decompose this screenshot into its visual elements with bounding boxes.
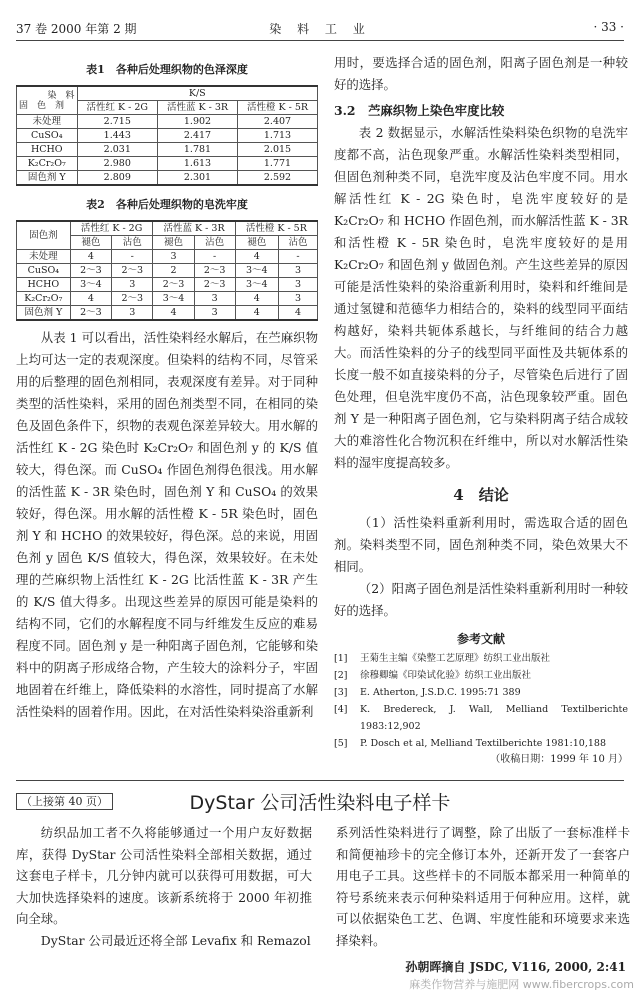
cell: 2.301	[158, 171, 238, 186]
table1-col-header: 活性蓝 K - 3R	[158, 101, 238, 115]
row-label: CuSO₄	[17, 129, 78, 143]
reference-item	[334, 701, 628, 735]
subcol-fade: 褪色	[70, 236, 111, 250]
subcol-fade: 褪色	[235, 236, 278, 250]
cell: 2.031	[77, 143, 157, 157]
table2-row-header: 固色剂	[17, 221, 71, 250]
cell: 2.015	[237, 143, 317, 157]
subcol-fade: 褪色	[153, 236, 194, 250]
cell: 2～3	[112, 264, 153, 278]
reference-item	[334, 735, 628, 752]
cell: 4	[235, 306, 278, 321]
cell: 4	[278, 306, 317, 321]
cell: 2.809	[77, 171, 157, 186]
cell: -	[194, 250, 235, 264]
bottom-paragraph: 系列活性染料进行了调整，除了出版了一套标准样卡和简便袖珍卡的完全修订本外，还新开发了一套客户用电子工具。这些样卡的不同版本都采用一种简单的符号系统来表示何种染料适用于何种应用。这样，就可以依据染色工艺、色调、牢度性能和环境要求来选择染料。	[336, 825, 630, 948]
bottom-left-column	[16, 822, 312, 951]
reference-item	[334, 667, 628, 684]
cell: 1.771	[237, 157, 317, 171]
row-label: 未处理	[17, 115, 78, 129]
table2-col-header: 活性橙 K - 5R	[235, 221, 317, 236]
ref-number: [2]	[334, 670, 348, 681]
cell: 3	[153, 250, 194, 264]
received-date: （收稿日期：1999 年 10 月）	[490, 754, 628, 765]
row-label: CuSO₄	[17, 264, 71, 278]
ref-number: [3]	[334, 687, 348, 698]
table-row	[17, 264, 318, 278]
issue-label: 37 卷 2000 年第 2 期	[16, 22, 137, 36]
table1-col-header: 活性红 K - 2G	[77, 101, 157, 115]
ref-text: 徐穆卿编《印染试化验》纺织工业出版社	[360, 670, 532, 681]
cell: 2.417	[158, 129, 238, 143]
bottom-paragraph: DyStar 公司最近还将全部 Levafix 和 Remazol	[40, 932, 311, 948]
page-header	[16, 18, 624, 41]
site-watermark: 麻类作物营养与施肥网 www.fibercrops.com	[409, 978, 634, 991]
ref-number: [5]	[334, 738, 348, 749]
table1-caption: 表1 各种后处理织物的色泽深度	[86, 63, 248, 76]
table1-corner	[17, 86, 78, 115]
row-label: HCHO	[17, 143, 78, 157]
cell: 1.713	[237, 129, 317, 143]
cell: 3～4	[235, 278, 278, 292]
subcol-stain: 沾色	[112, 236, 153, 250]
row-label: K₂Cr₂O₇	[17, 157, 78, 171]
cell: 2.592	[237, 171, 317, 186]
table2-caption: 表2 各种后处理织物的皂洗牢度	[86, 198, 248, 211]
table-row	[17, 157, 318, 171]
conclusion-item: （1）活性染料重新利用时，需选取合适的固色剂。染料类型不同，固色剂种类不同，染色效果大不相同。	[334, 515, 628, 574]
ref-number: [4]	[334, 704, 348, 715]
cell: 3～4	[153, 292, 194, 306]
table-row	[17, 278, 318, 292]
continued-from-label: （上接第 40 页）	[16, 793, 113, 810]
cell: 3～4	[235, 264, 278, 278]
cell: 3～4	[70, 278, 111, 292]
cell: -	[278, 250, 317, 264]
left-body-paragraph: 从表 1 可以看出，活性染料经水解后，在苎麻织物上均可达一定的表观深度。但染料的结构不同，尽管采用的后整理的固色剂相同，表观深度有差异。对于同种类型的活性染料，采用的固色剂类型不同，在相同的染色及固色条件下，织物的表观色深差异较大。用水解的活性红 K - 2G 染色时 K₂Cr₂O₇ 和固色剂 y 的 K/S 值较大，得色深。而 CuSO₄ 作固色剂得色很浅。用水解的活性蓝 K - 3R 染色时，固色剂 Y 和 CuSO₄ 的效果较好，得色深。用水解的活性橙 K - 5R 染色时，固色剂 Y 和 HCHO 的效果较好，得色深。总的来说，用固色剂 y 固色 K/S 值较大，得色深，效果较好。在未处理的苎麻织物上活性红 K - 2G 比活性蓝 K - 3R 产生的 K/S 值大得多。出现这些差异的原因可能是染料的结构不同，它们的水解程度不同与纤维发生反应的难易程度不同。固色剂 y 是一种阳离子固色剂，它能够和染料中的阴离子形成络合物，产生较大的涂料分子，牢固地固着在纤维上，降低染料的水溶性，同时提高了水解活性染料的固着作用。因此，在对活性染料染浴重新利	[16, 330, 318, 719]
source-credit: 孙朝晖摘自 JSDC, V116, 2000, 2:41	[405, 960, 626, 974]
cell: 1.443	[77, 129, 157, 143]
cell: 3	[278, 278, 317, 292]
right-body-paragraph: 表 2 数据显示，水解活性染料染色织物的皂洗牢度都不高，沾色现象严重。水解活性染料类型相同，但固色剂种类不同，皂洗牢度及沾色牢度不同。用水解活性红 K - 2G 染色时，皂洗牢度较好的是 K₂Cr₂O₇ 和 HCHO 作固色剂，而水解活性蓝 K - 3R 和活性橙 K - 5R 染色时，皂洗牢度较好的是用 K₂Cr₂O₇ 和固色剂 y 做固色剂。产生这些差异的原因可能是活性染料的染浴重新利用时，染料和纤维间是通过氢键和范德华力相结合的，染料的线型同平面结构越好，染料共轭体系越长，与纤维间的结合力越大。而活性染料的分子的线型同平面性及共轭体系的长度一般不如直接染料的分子，尽管染色后进行了固色处理，但皂洗牢度仍不高，沾色现象较严重。固色剂 Y 是一种阳离子固色剂，它与染料阴离子结合成较大的难溶性化合物沉积在纤维中，所以对水解活性染料的湿牢度提高较多。	[334, 125, 628, 470]
cell: 2～3	[194, 278, 235, 292]
cell: 2～3	[112, 292, 153, 306]
cell: 4	[70, 292, 111, 306]
cell: 1.781	[158, 143, 238, 157]
row-label: 固色剂 Y	[17, 171, 78, 186]
cell: 4	[235, 250, 278, 264]
cell: 2～3	[194, 264, 235, 278]
table-row	[17, 292, 318, 306]
ref-text: E. Atherton, J.S.D.C. 1995:71 389	[360, 687, 521, 698]
table-row	[17, 171, 318, 186]
cell: 1.902	[158, 115, 238, 129]
cell: 2～3	[70, 306, 111, 321]
cell: 4	[153, 306, 194, 321]
cell: 2.407	[237, 115, 317, 129]
article-title: DyStar 公司活性染料电子样卡	[189, 792, 451, 814]
right-continuation: 用时，要选择合适的固色剂，阳离子固色剂是一种较好的选择。	[334, 55, 628, 92]
cell: 3	[194, 306, 235, 321]
ref-text: 王菊生主编《染整工艺原理》纺织工业出版社	[360, 653, 551, 664]
left-column	[16, 55, 318, 723]
right-column	[334, 52, 628, 768]
cell: 2.715	[77, 115, 157, 129]
conclusion-item: （2）阳离子固色剂是活性染料重新利用时一种较好的选择。	[334, 581, 628, 618]
ref-text: P. Dosch et al, Melliand Textilberichte 1981:10,188	[360, 738, 606, 749]
row-label: 固色剂 Y	[17, 306, 71, 321]
table2	[16, 220, 318, 321]
subcol-stain: 沾色	[278, 236, 317, 250]
cell: 3	[278, 292, 317, 306]
ref-number: [1]	[334, 653, 348, 664]
table-row	[17, 129, 318, 143]
reference-list	[334, 650, 628, 752]
reference-item	[334, 684, 628, 701]
table-row	[17, 143, 318, 157]
table2-col-header: 活性红 K - 2G	[70, 221, 153, 236]
cell: 4	[70, 250, 111, 264]
cell: 1.613	[158, 157, 238, 171]
cell: 3	[194, 292, 235, 306]
table1-col-header: 活性橙 K - 5R	[237, 101, 317, 115]
table1-span-header: K/S	[77, 86, 317, 101]
bottom-paragraph: 纺织品加工者不久将能够通过一个用户友好数据库，获得 DyStar 公司活性染料全部相关数据，通过这套电子样卡，几分钟内就可以获得可用数据，可大大加快选择染料的速度。该新系统将于 2000 年初推向全球。	[16, 825, 312, 926]
bottom-right-column	[336, 822, 630, 951]
cell: 3	[112, 306, 153, 321]
reference-item	[334, 650, 628, 667]
cell: 2～3	[153, 278, 194, 292]
row-label: 未处理	[17, 250, 71, 264]
corner-top-label: 染 料	[47, 90, 75, 101]
section-divider	[16, 780, 624, 781]
row-label: HCHO	[17, 278, 71, 292]
corner-bottom-label: 固 色 剂	[19, 100, 65, 111]
row-label: K₂Cr₂O₇	[17, 292, 71, 306]
table-row	[17, 115, 318, 129]
ref-text: K. Bredereck, J. Wall, Melliand Textilberichte 1983:12,902	[360, 704, 628, 732]
table-row	[17, 306, 318, 321]
table2-col-header: 活性蓝 K - 3R	[153, 221, 235, 236]
cell: 2.980	[77, 157, 157, 171]
subcol-stain: 沾色	[194, 236, 235, 250]
cell: 3	[278, 264, 317, 278]
cell: 3	[112, 278, 153, 292]
cell: 4	[235, 292, 278, 306]
subsection-heading: 3.2 苎麻织物上染色牢度比较	[334, 103, 505, 118]
table-row	[17, 250, 318, 264]
cell: -	[112, 250, 153, 264]
references-heading: 参考文献	[456, 632, 505, 646]
table1	[16, 85, 318, 186]
section-heading: 4 结论	[453, 486, 509, 504]
journal-name: 染 料 工 业	[269, 22, 371, 36]
page-number: · 33 ·	[593, 20, 624, 34]
cell: 2	[153, 264, 194, 278]
cell: 2～3	[70, 264, 111, 278]
